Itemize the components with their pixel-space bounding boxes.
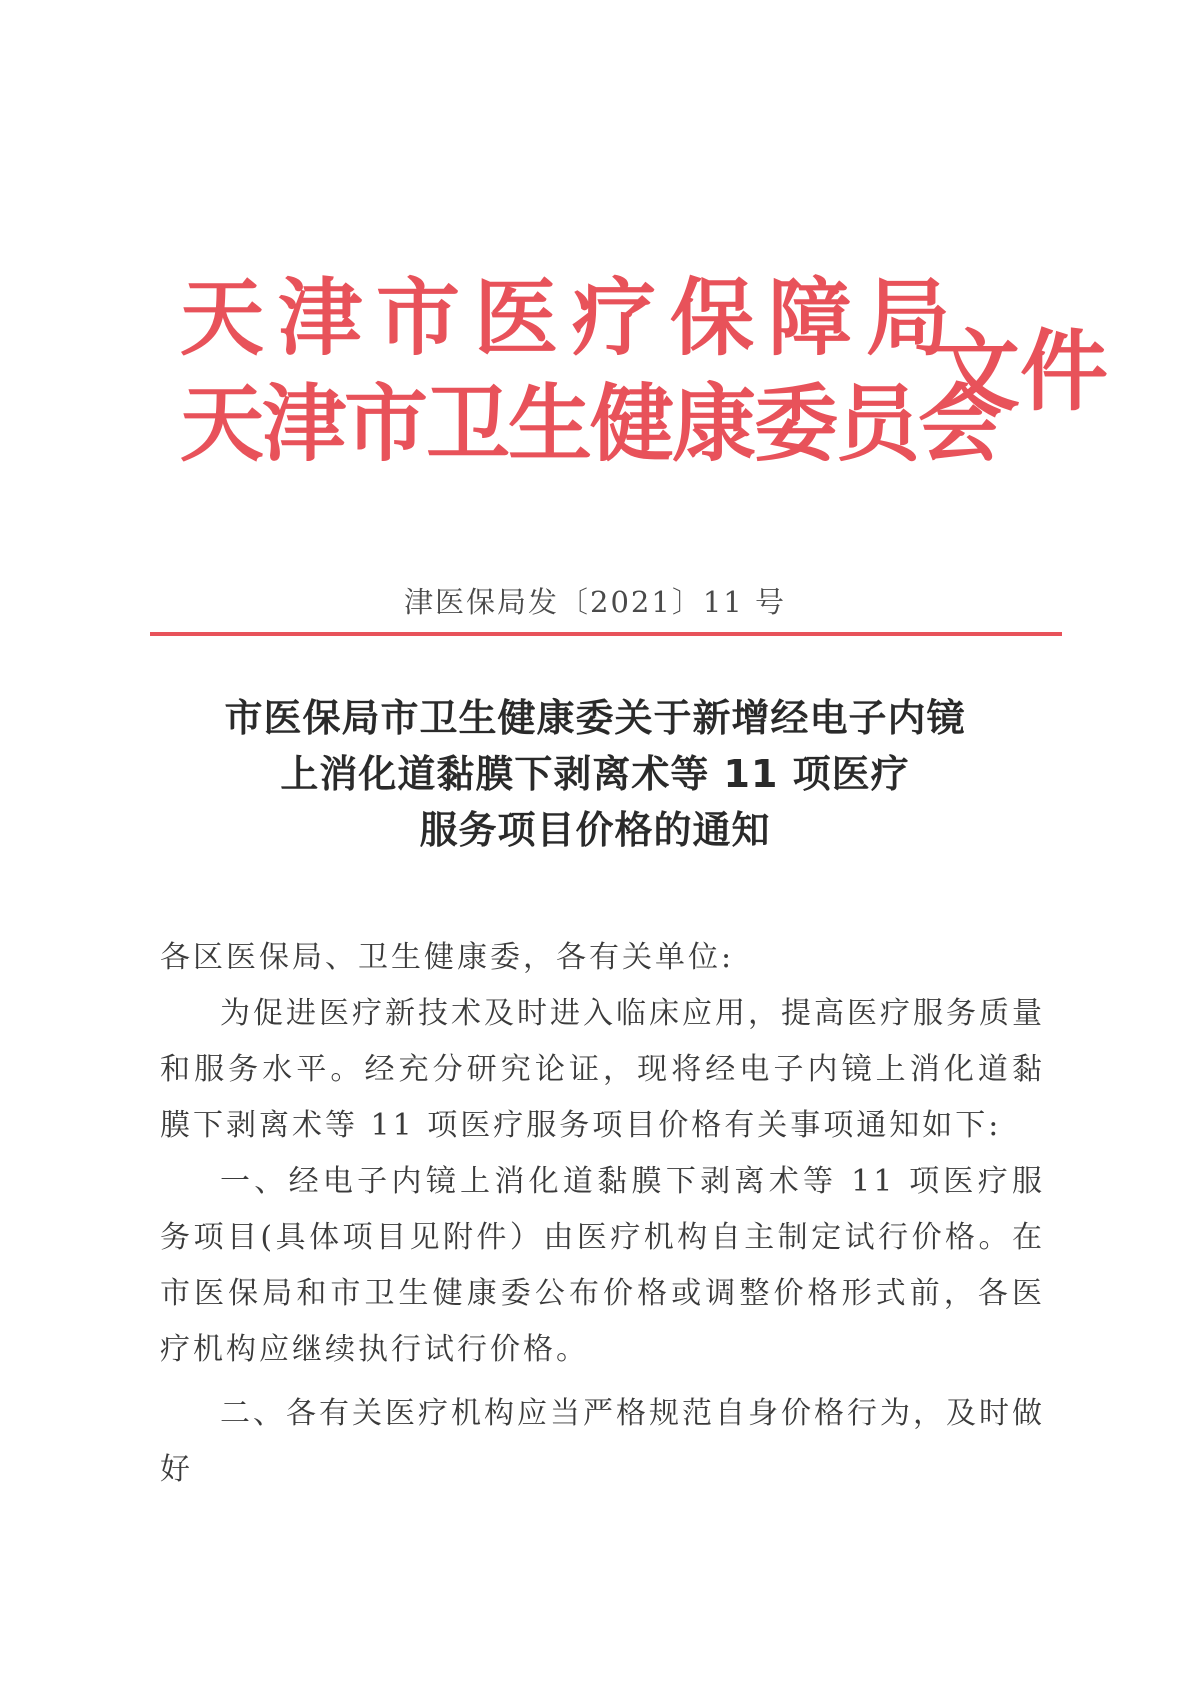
title-line-2: 上消化道黏膜下剥离术等 11 项医疗 <box>280 752 910 796</box>
paragraph-item-1: 一、经电子内镜上消化道黏膜下剥离术等 11 项医疗服务项目(具体项目见附件）由医疗机构自主制定试行价格。在市医保局和市卫生健康委公布价格或调整价格形式前，各医疗机构应继续执行试行价格。 <box>160 1164 1045 1367</box>
red-divider-line <box>150 632 1062 636</box>
salutation: 各区医保局、卫生健康委，各有关单位: <box>160 940 735 975</box>
issuer-name-1: 天津市医疗保障局 <box>180 269 965 367</box>
issuer-name-2: 天津市卫生健康委员会 <box>180 375 1001 473</box>
title-line-1: 市医保局市卫生健康委关于新增经电子内镜 <box>224 696 966 740</box>
notice-title <box>0 690 1190 858</box>
paragraph-item-2: 二、各有关医疗机构应当严格规范自身价格行为，及时做好 <box>160 1396 1045 1487</box>
document-type-label: 文件 <box>932 320 1109 423</box>
notice-body <box>160 930 1045 1498</box>
paragraph-intro: 为促进医疗新技术及时进入临床应用，提高医疗服务质量和服务水平。经充分研究论证，现将经电子内镜上消化道黏膜下剥离术等 11 项医疗服务项目价格有关事项通知如下: <box>160 996 1045 1143</box>
document-number: 津医保局发〔2021〕11 号 <box>404 585 786 619</box>
title-line-3: 服务项目价格的通知 <box>419 808 771 852</box>
document-header <box>180 269 1109 510</box>
